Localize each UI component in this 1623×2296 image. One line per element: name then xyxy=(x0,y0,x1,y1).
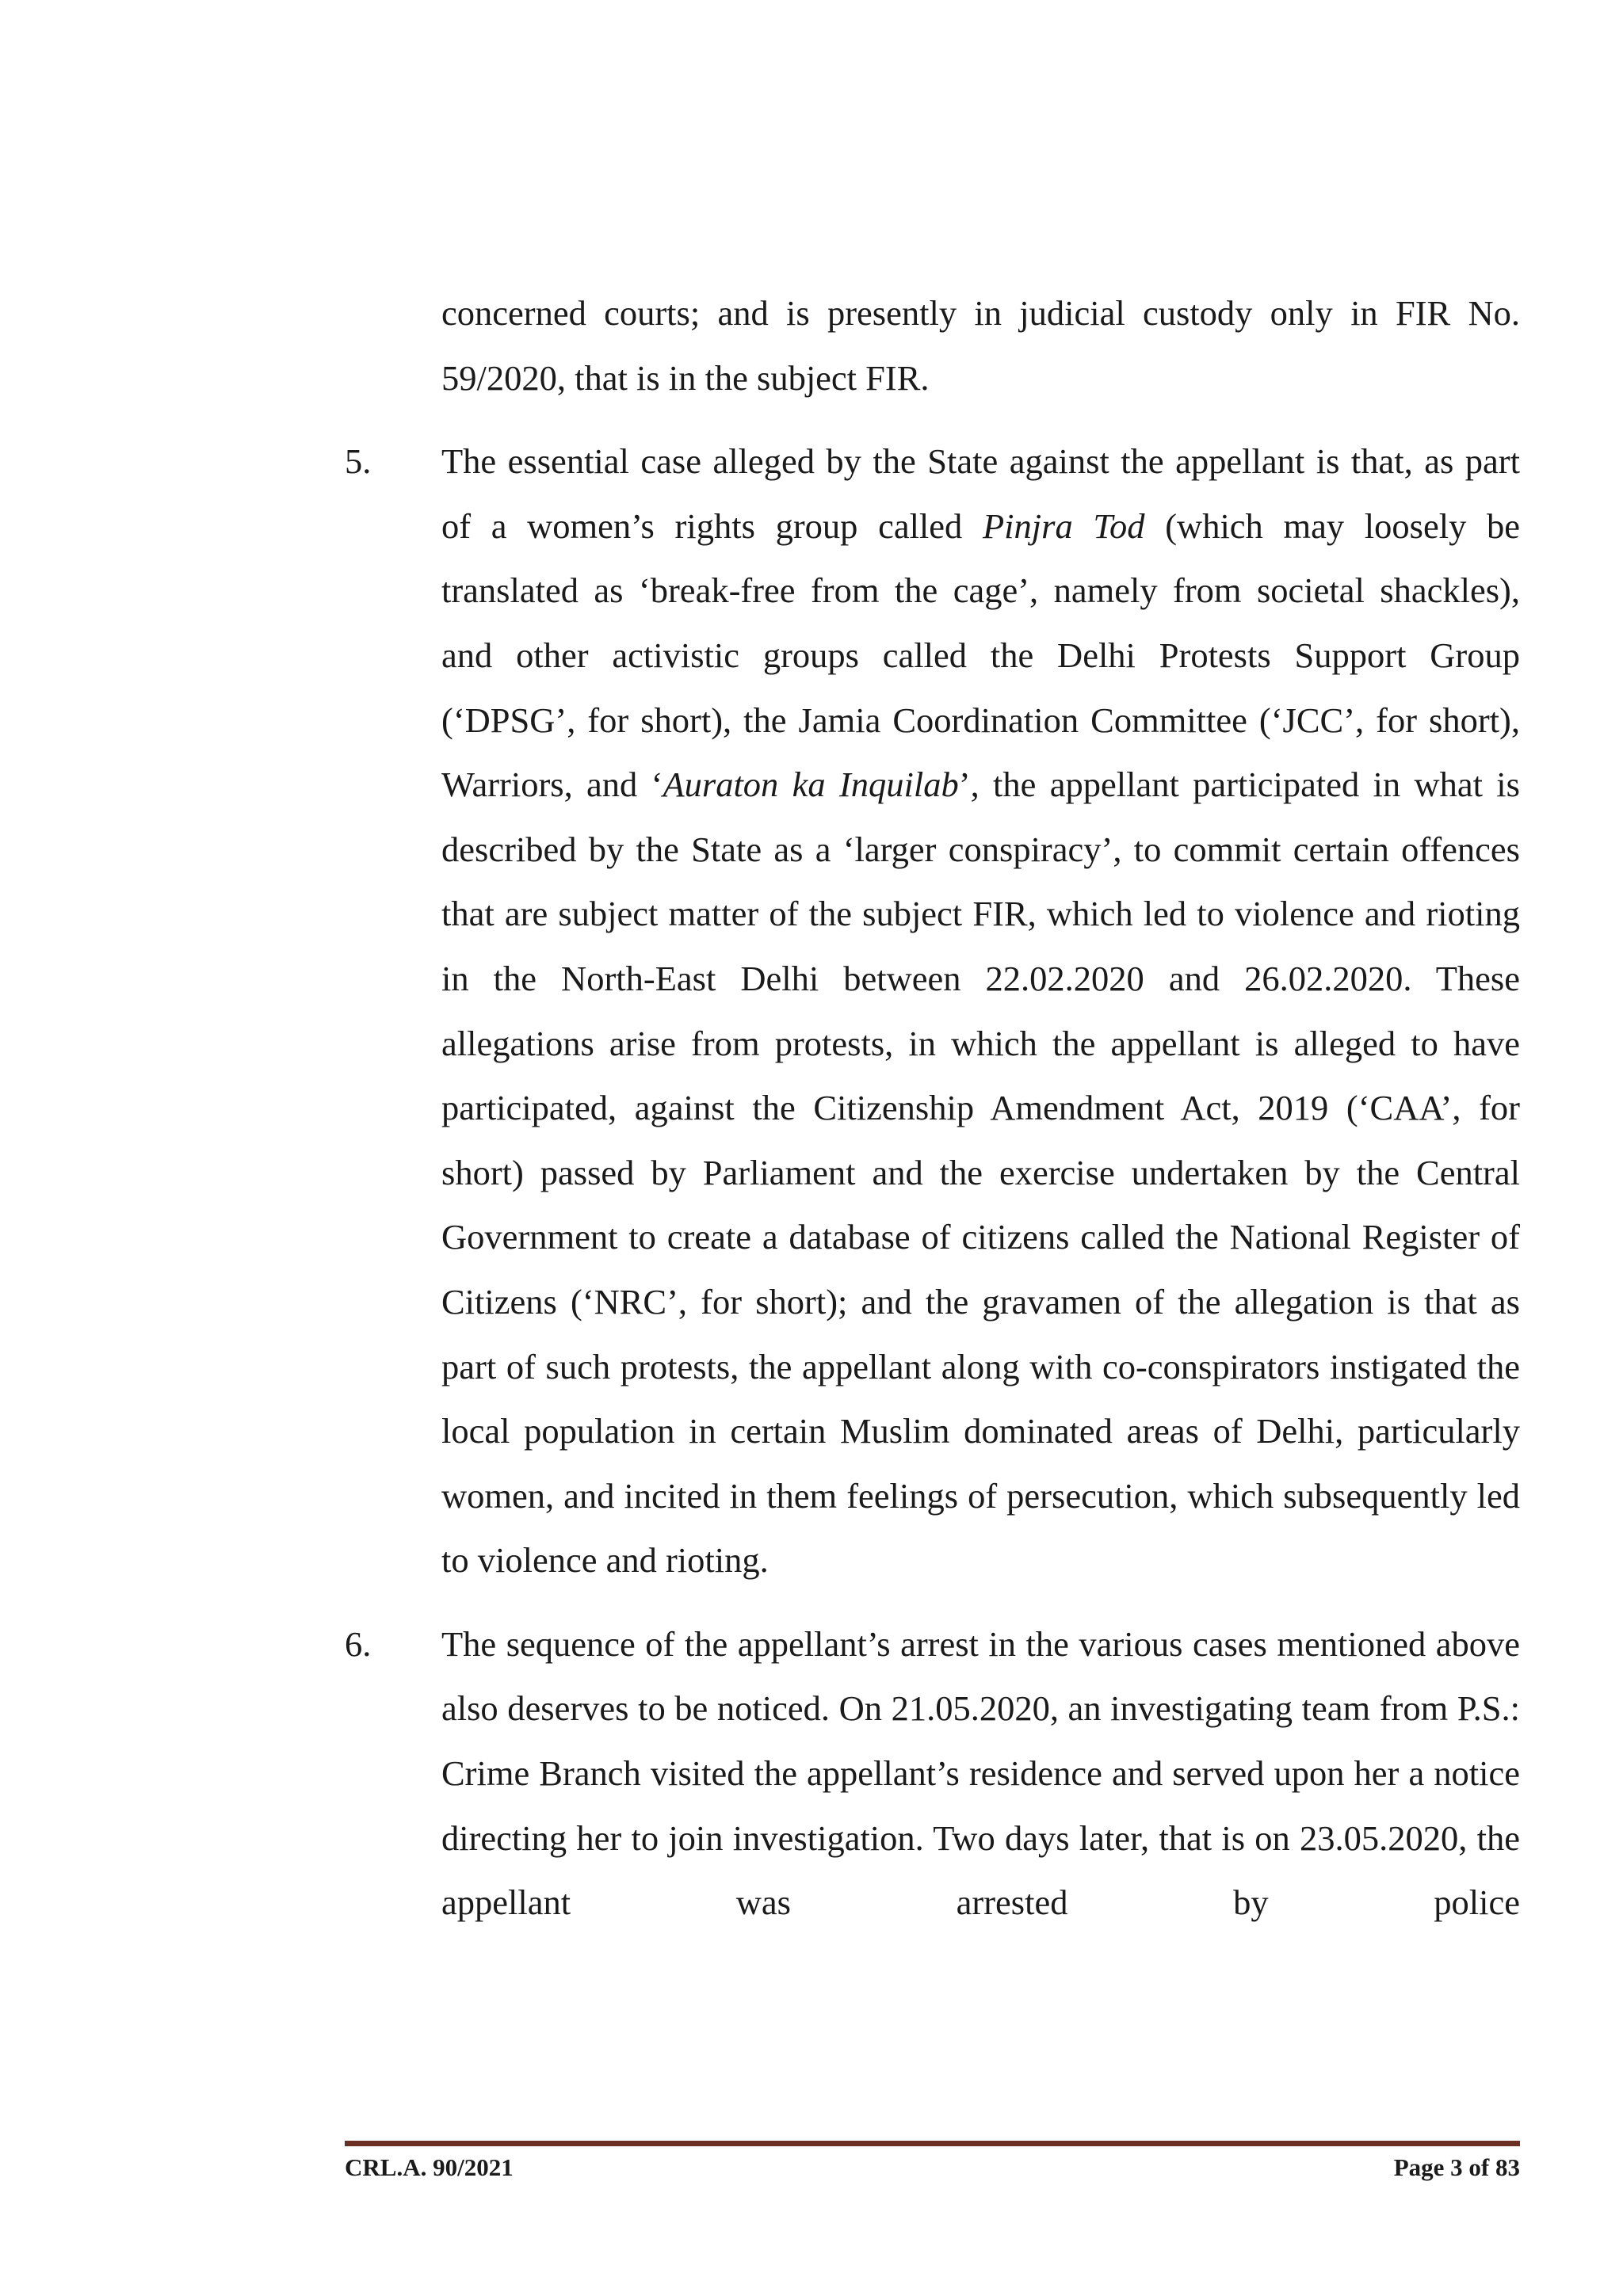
paragraph-text: The essential case alleged by the State against the appellant is that, as part of a women’s rights group called xyxy=(441,441,1520,546)
paragraph-text: ’, the appellant participated in what is described by the State as a ‘larger conspiracy’, to commit certain offences that are subject matter of the subject FIR, which led to violence and rioting in the North-East Delhi between 22.02.2020 and 26.02.2020. These allegations arise from protests, in which the appellant is alleged to have participated, against the Citizenship Amendment Act, 2019 (‘CAA’, for short) passed by Parliament and the exercise undertaken by the Central Government to create a database of citizens called the National Register of Citizens (‘NRC’, for short); and the gravamen of the allegation is that as part of such protests, the appellant along with co-conspirators instigated the local population in certain Muslim dominated areas of Delhi, particularly women, and incited in them feelings of persecution, which subsequently led to violence and rioting. xyxy=(441,765,1520,1581)
paragraph-text: (which may loosely be translated as ‘break-free from the cage’, namely from societal shackles), and other activistic groups called the Delhi Protests Support Group (‘DPSG’, for short), the Jamia Coordination Committee (‘JCC’, for short), Warriors, and ‘ xyxy=(441,505,1520,805)
italic-term: Auraton ka Inquilab xyxy=(663,765,959,805)
paragraph-6 xyxy=(345,1612,1520,1936)
paragraph-5 xyxy=(345,429,1520,1593)
page-footer xyxy=(345,2152,1520,2183)
paragraph-number: 5. xyxy=(345,441,372,482)
page-number: Page 3 of 83 xyxy=(1393,2153,1520,2181)
continuation-paragraph: concerned courts; and is presently in judicial custody only in FIR No. 59/2020, that is in the subject FIR. xyxy=(441,293,1520,398)
paragraph-body: The sequence of the appellant’s arrest in the various cases mentioned above also deserves to be noticed. On 21.05.2020, an investigating team from P.S.: Crime Branch visited the appellant’s residence and served upon her a notice directing her to join investigation. Two days later, that is on 23.05.2020, the appellant was arrested by police xyxy=(441,1623,1520,1923)
paragraph-body xyxy=(441,429,1520,1593)
body-text xyxy=(345,281,1520,1936)
italic-term: Pinjra Tod xyxy=(982,505,1145,546)
case-number: CRL.A. 90/2021 xyxy=(345,2153,514,2181)
footer-rule xyxy=(345,2141,1520,2146)
paragraph-number: 6. xyxy=(345,1623,372,1664)
